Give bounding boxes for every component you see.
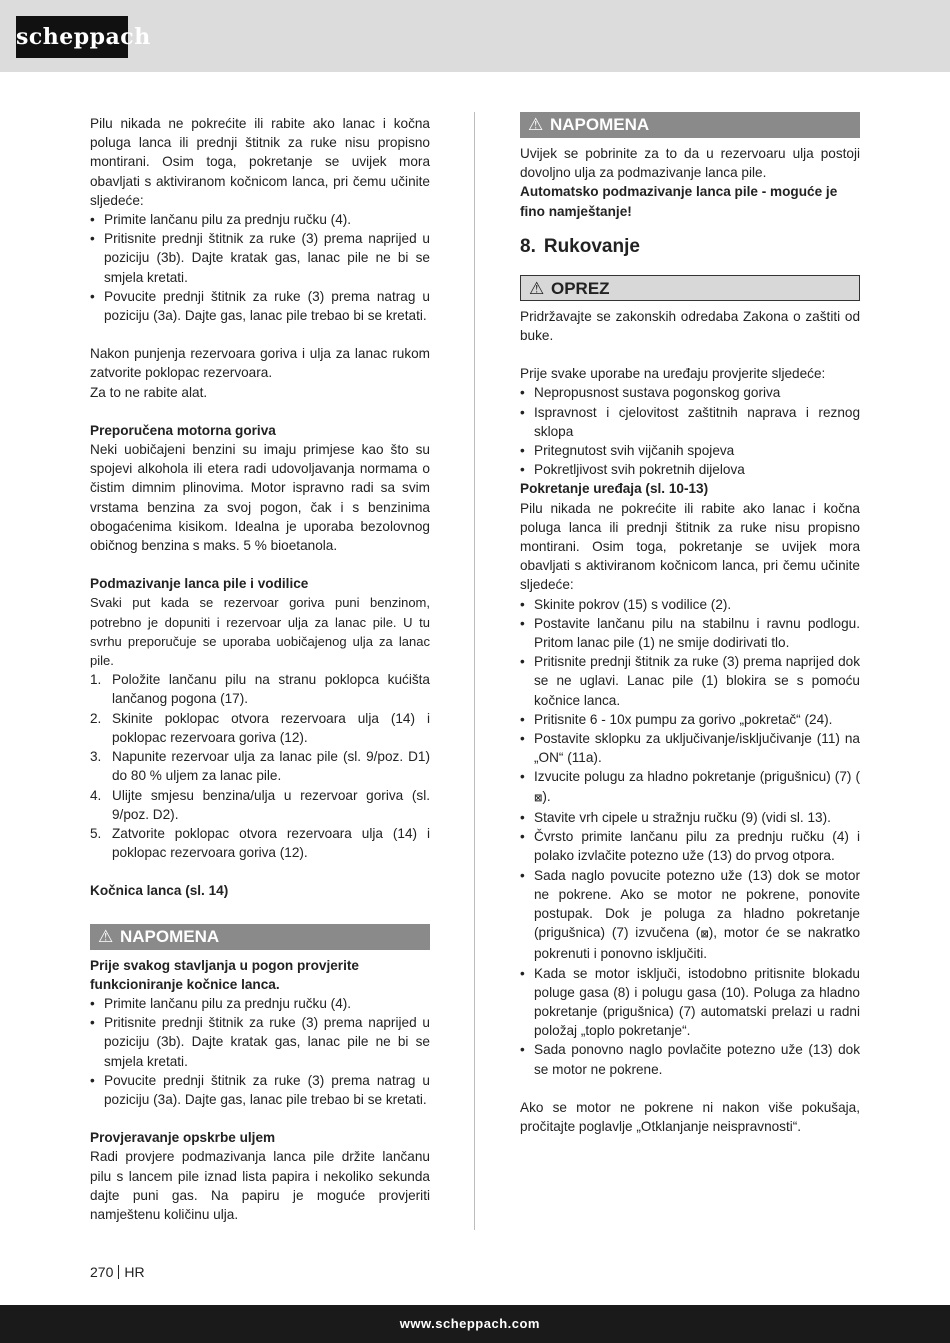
list-item: 1. Položite lančanu pilu na stranu poklopca kućišta lančanog pogona (17). <box>90 672 430 707</box>
list-item: • Nepropusnost sustava pogonskog goriva <box>520 383 860 402</box>
lube-paragraph: Svaki put kada se rezervoar goriva puni benzinom, potrebno je dopuniti i rezervoar ulja za lanac pile. U tu svrhu preporučuje se uporaba uobičajenog ulja za lanac pile. <box>90 595 430 669</box>
choke-icon: ⊠ <box>534 792 543 804</box>
refuel-paragraph: Nakon punjenja rezervoara goriva i ulja za lanac rukom zatvorite poklopac rezervoara. <box>90 346 430 381</box>
warning-icon: ⚠ <box>528 115 544 134</box>
column-divider <box>474 112 475 1230</box>
page-number: 270 HR <box>90 1264 145 1280</box>
list-item: • Primite lančanu pilu za prednju ručku (4). <box>90 994 430 1013</box>
list-item: • Skinite pokrov (15) s vodilice (2). <box>520 595 860 614</box>
list-item: • Ispravnost i cjelovitost zaštitnih naprava i reznog sklopa <box>520 403 860 441</box>
intro-paragraph: Pilu nikada ne pokrećite ili rabite ako lanac i kočna poluga lanca ili prednji štitnik za ruke nisu propisno montirani. Osim toga, pokretanje se uvijek mora obavljati s aktiviranom kočnicom lanca, pri čemu učinite sljedeće: <box>90 116 430 208</box>
notice-bold-text: Automatsko podmazivanje lanca pile - moguće je fino namještanje! <box>520 184 838 219</box>
list-item: 5. Zatvorite poklopac otvora rezervoara ulja (14) i poklopac rezervoara goriva (12). <box>90 825 430 861</box>
list-item: • Pritisnite prednji štitnik za ruke (3) prema naprijed u poziciju (3b). Dajte kratak gas, lanac pile ne bi se smjela kretati. <box>90 229 430 287</box>
caution-box: ⚠ OPREZ <box>520 275 860 301</box>
list-item: 4. Ulijte smjesu benzina/ulja u rezervoar goriva (sl. 9/poz. D2). <box>90 787 430 822</box>
start-paragraph: Pilu nikada ne pokrećite ili rabite ako lanac i kočna poluga lanca ili prednji štitnik za ruke nisu propisno montirani. Osim toga, pokretanje se uvijek mora obavljati s aktiviranom kočnicom lanca, pri čemu učinite sljedeće: <box>520 500 860 593</box>
warning-icon: ⚠ <box>529 278 545 298</box>
page-header <box>0 0 950 72</box>
list-item: • Stavite vrh cipele u stražnju ručku (9) (vidi sl. 13). <box>520 808 860 827</box>
list-item: • Sada ponovno naglo povlačite potezno uže (13) dok se motor ne pokrene. <box>520 1040 860 1078</box>
list-item: • Povucite prednji štitnik za ruke (3) prema natrag u poziciju (3a). Dajte gas, lanac pile trebao bi se kretati. <box>90 287 430 325</box>
closing-paragraph: Ako se motor ne pokrene ni nakon više pokušaja, pročitajte poglavlje „Otklanjanje neispravnosti“. <box>520 1099 860 1134</box>
start-heading: Pokretanje uređaja (sl. 10-13) <box>520 481 709 497</box>
fuel-paragraph: Neki uobičajeni benzini su imaju primjese kao što su spojevi alkohola ili etera radi udovoljavanja normama o čistim dimnim plinovima. Motor ispravno radi sa svim vrstama benzina za svoj pogon, čak i s benzinima obogaćenima kisikom. Idealna je uporaba bezolovnog običnog benzina s maks. 5 % bioetanola. <box>90 442 430 554</box>
section-title: 8. Rukovanje <box>520 235 640 257</box>
notice-text: Uvijek se pobrinite za to da u rezervoaru ulja postoji dovoljno ulja za podmazivanje lanca pile. <box>520 146 860 181</box>
list-item: 3. Napunite rezervoar ulja za lanac pile (sl. 9/poz. D1) do 80 % uljem za lanac pile. <box>90 749 430 784</box>
list-item: • Izvucite polugu za hladno pokretanje (prigušnicu) (7) (⊠). <box>520 767 860 807</box>
scheppach-logo: scheppach <box>16 16 128 58</box>
list-item: • Sada naglo povucite potezno uže (13) dok se motor ne pokrene. Ako se motor ne pokrene, ponovite postupak. Dok je poluga za hladno pokretanje (prigušnica) (7) izvučena (⊠), motor će se nakratko pokrenuti i ponovno isključiti. <box>520 866 860 964</box>
list-item: • Kada se motor isključi, istodobno pritisnite blokadu poluge gasa (8) i polugu gasa (10). Poluga za hladno pokretanje (prigušnica) (7) automatski prelazi u radni položaj „toplo pokretanje“. <box>520 964 860 1041</box>
caution-text: Pridržavajte se zakonskih odredaba Zakona o zaštiti od buke. <box>520 308 860 344</box>
choke-icon: ⊠ <box>700 929 709 941</box>
brake-heading: Kočnica lanca (sl. 14) <box>90 883 229 899</box>
list-item: • Pritisnite prednji štitnik za ruke (3) prema naprijed dok se ne uglavi. Lanac pile (1) blokira se s pomoću kočnice lanca. <box>520 652 860 710</box>
footer-url[interactable]: www.scheppach.com <box>399 1316 540 1331</box>
intro-list <box>90 210 430 325</box>
list-item: • Čvrsto primite lančanu pilu za prednju ručku (4) i polako izvlačite potezno uže (13) do prvog otpora. <box>520 827 860 865</box>
lube-heading: Podmazivanje lanca pile i vodilice <box>90 576 309 592</box>
list-item: 2. Skinite poklopac otvora rezervoara ulja (14) i poklopac rezervoara goriva (12). <box>90 710 430 745</box>
list-item: • Pritisnite prednji štitnik za ruke (3) prema naprijed u poziciju (3b). Dajte kratak gas, lanac pile ne bi se smjela kretati. <box>90 1013 430 1071</box>
list-item: • Primite lančanu pilu za prednju ručku (4). <box>90 210 430 229</box>
warning-icon: ⚠ <box>98 926 114 946</box>
notice-box: ⚠ NAPOMENA <box>90 924 430 950</box>
check-list <box>520 383 860 479</box>
list-item: • Pokretljivost svih pokretnih dijelova <box>520 460 860 479</box>
notice-list <box>90 994 430 1109</box>
page-footer <box>0 1305 950 1343</box>
fuel-heading: Preporučena motorna goriva <box>90 422 276 438</box>
oil-paragraph: Radi provjere podmazivanja lanca pile držite lančanu pilu s lancem pile iznad lista papira i nekoliko sekunda dajte puni gas. Na papiru je moguće provjeriti namještenu količinu ulja. <box>90 1149 430 1222</box>
oil-heading: Provjeravanje opskrbe uljem <box>90 1130 276 1146</box>
refuel-note: Za to ne rabite alat. <box>90 384 208 400</box>
list-item: • Pritegnutost svih vijčanih spojeva <box>520 441 860 460</box>
right-column <box>520 110 860 1136</box>
check-intro: Prije svake uporabe na uređaju provjerite sljedeće: <box>520 366 826 382</box>
list-item: • Povucite prednji štitnik za ruke (3) prema natrag u poziciju (3a). Dajte gas, lanac pile trebao bi se kretati. <box>90 1071 430 1109</box>
list-item: • Postavite sklopku za uključivanje/isključivanje (11) na „ON“ (11a). <box>520 729 860 767</box>
start-list <box>520 595 860 1079</box>
lube-steps <box>90 670 430 862</box>
notice-box: ⚠ NAPOMENA <box>520 112 860 138</box>
list-item: • Pritisnite 6 - 10x pumpu za gorivo „pokretač“ (24). <box>520 710 860 729</box>
notice-bold-text: Prije svakog stavljanja u pogon provjerite funkcioniranje kočnice lanca. <box>90 957 359 992</box>
left-column <box>90 114 430 1224</box>
list-item: • Postavite lančanu pilu na stabilnu i ravnu podlogu. Pritom lanac pile (1) ne smije dodirivati tlo. <box>520 614 860 652</box>
